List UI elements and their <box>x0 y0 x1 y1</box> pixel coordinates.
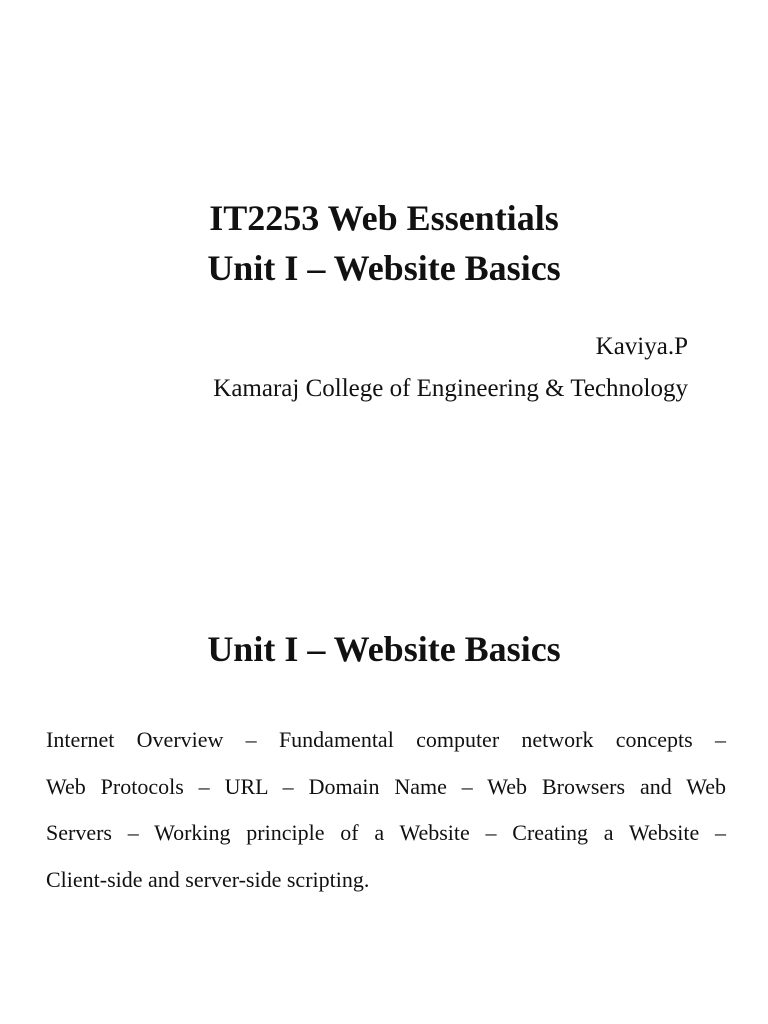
syllabus-line: Client-side and server-side scripting. <box>46 866 370 892</box>
institution-name: Kamaraj College of Engineering & Technology <box>213 375 688 402</box>
unit-title: Unit I – Website Basics <box>207 248 561 288</box>
syllabus-line: Internet Overview – Fundamental computer network concepts – <box>46 727 726 752</box>
syllabus-text <box>46 717 726 903</box>
syllabus-line: Servers – Working principle of a Website – Creating a Website – <box>46 820 726 845</box>
author-name: Kaviya.P <box>595 333 688 360</box>
title-block <box>0 193 768 293</box>
syllabus-slide <box>0 512 768 1024</box>
syllabus-line: Web Protocols – URL – Domain Name – Web Browsers and Web <box>46 773 726 799</box>
course-title: IT2253 Web Essentials <box>209 198 559 238</box>
syllabus-title: Unit I – Website Basics <box>207 629 561 669</box>
